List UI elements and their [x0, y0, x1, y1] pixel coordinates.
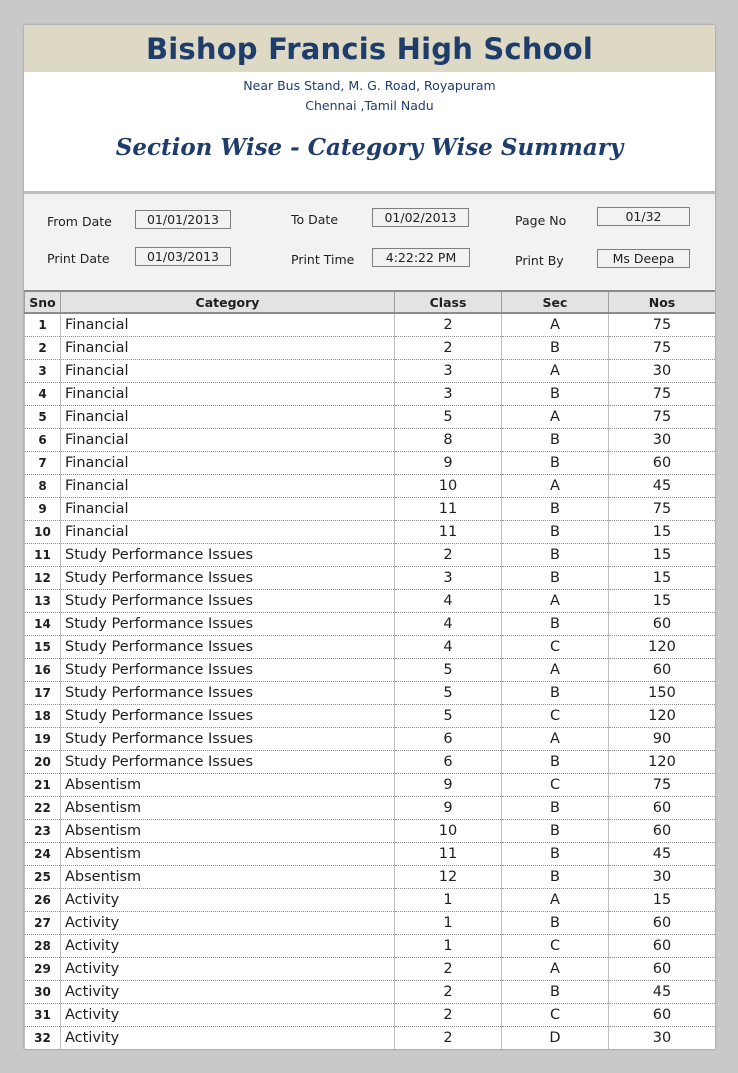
cell-sec: B: [502, 843, 609, 866]
cell-category: Study Performance Issues: [61, 567, 395, 590]
cell-sno: 15: [25, 636, 61, 659]
cell-class: 3: [395, 567, 502, 590]
cell-sno: 30: [25, 981, 61, 1004]
cell-category: Financial: [61, 475, 395, 498]
print-date-label: Print Date: [47, 251, 110, 266]
cell-category: Absentism: [61, 797, 395, 820]
cell-sec: A: [502, 958, 609, 981]
table-row: [25, 981, 716, 1004]
cell-nos: 60: [609, 613, 716, 636]
cell-class: 2: [395, 1027, 502, 1050]
table-row: [25, 797, 716, 820]
table-row: [25, 866, 716, 889]
cell-sec: B: [502, 981, 609, 1004]
cell-sno: 14: [25, 613, 61, 636]
cell-sec: A: [502, 475, 609, 498]
cell-sec: C: [502, 774, 609, 797]
cell-sno: 17: [25, 682, 61, 705]
from-date-label: From Date: [47, 214, 112, 229]
cell-sno: 5: [25, 406, 61, 429]
cell-sno: 1: [25, 313, 61, 337]
cell-class: 11: [395, 498, 502, 521]
header-sec: Sec: [502, 291, 609, 313]
to-date-label: To Date: [291, 212, 339, 227]
cell-nos: 75: [609, 498, 716, 521]
cell-sno: 29: [25, 958, 61, 981]
to-date-field: 01/02/2013: [372, 208, 469, 227]
header-category: Category: [61, 291, 395, 313]
table-row: [25, 1027, 716, 1050]
cell-nos: 75: [609, 406, 716, 429]
cell-sno: 13: [25, 590, 61, 613]
cell-nos: 75: [609, 383, 716, 406]
cell-class: 11: [395, 843, 502, 866]
cell-category: Financial: [61, 383, 395, 406]
cell-class: 10: [395, 820, 502, 843]
cell-class: 1: [395, 889, 502, 912]
table-row: [25, 313, 716, 337]
table-body: [25, 313, 716, 1049]
cell-class: 2: [395, 313, 502, 337]
table-row: [25, 912, 716, 935]
cell-class: 12: [395, 866, 502, 889]
from-date-field: 01/01/2013: [135, 210, 231, 229]
table-row: [25, 429, 716, 452]
cell-category: Activity: [61, 1004, 395, 1027]
cell-sec: B: [502, 866, 609, 889]
cell-class: 2: [395, 981, 502, 1004]
school-address-line1: Near Bus Stand, M. G. Road, Royapuram: [243, 78, 496, 93]
table-row: [25, 636, 716, 659]
cell-class: 2: [395, 544, 502, 567]
table-row: [25, 705, 716, 728]
cell-class: 9: [395, 774, 502, 797]
cell-sec: A: [502, 313, 609, 337]
cell-nos: 15: [609, 567, 716, 590]
cell-category: Activity: [61, 889, 395, 912]
cell-sno: 24: [25, 843, 61, 866]
table-row: [25, 613, 716, 636]
cell-category: Study Performance Issues: [61, 659, 395, 682]
cell-nos: 60: [609, 958, 716, 981]
cell-category: Study Performance Issues: [61, 590, 395, 613]
cell-category: Absentism: [61, 774, 395, 797]
cell-class: 4: [395, 613, 502, 636]
cell-sec: B: [502, 567, 609, 590]
table-row: [25, 498, 716, 521]
cell-category: Financial: [61, 313, 395, 337]
cell-category: Activity: [61, 912, 395, 935]
cell-category: Study Performance Issues: [61, 728, 395, 751]
cell-nos: 75: [609, 313, 716, 337]
cell-sno: 22: [25, 797, 61, 820]
cell-sno: 2: [25, 337, 61, 360]
cell-nos: 45: [609, 981, 716, 1004]
cell-class: 2: [395, 958, 502, 981]
cell-sno: 16: [25, 659, 61, 682]
cell-sno: 18: [25, 705, 61, 728]
page-no-field: 01/32: [597, 207, 690, 226]
print-date-field: 01/03/2013: [135, 247, 231, 266]
cell-sno: 4: [25, 383, 61, 406]
cell-class: 2: [395, 1004, 502, 1027]
table-row: [25, 452, 716, 475]
cell-sec: B: [502, 521, 609, 544]
cell-sno: 27: [25, 912, 61, 935]
cell-nos: 75: [609, 774, 716, 797]
cell-sno: 21: [25, 774, 61, 797]
print-by-field: Ms Deepa: [597, 249, 690, 268]
cell-category: Activity: [61, 1027, 395, 1050]
cell-sno: 9: [25, 498, 61, 521]
cell-nos: 45: [609, 843, 716, 866]
cell-sec: C: [502, 636, 609, 659]
cell-category: Absentism: [61, 866, 395, 889]
cell-sec: A: [502, 659, 609, 682]
cell-nos: 30: [609, 866, 716, 889]
cell-nos: 30: [609, 1027, 716, 1050]
cell-class: 8: [395, 429, 502, 452]
cell-category: Study Performance Issues: [61, 682, 395, 705]
cell-nos: 15: [609, 889, 716, 912]
cell-nos: 60: [609, 935, 716, 958]
header-sno: Sno: [25, 291, 61, 313]
cell-sec: A: [502, 406, 609, 429]
cell-nos: 15: [609, 521, 716, 544]
cell-category: Study Performance Issues: [61, 705, 395, 728]
cell-class: 4: [395, 636, 502, 659]
cell-category: Financial: [61, 337, 395, 360]
cell-sno: 3: [25, 360, 61, 383]
cell-nos: 60: [609, 820, 716, 843]
cell-sno: 10: [25, 521, 61, 544]
cell-sec: A: [502, 728, 609, 751]
cell-sec: C: [502, 935, 609, 958]
cell-category: Financial: [61, 406, 395, 429]
cell-sno: 7: [25, 452, 61, 475]
cell-class: 5: [395, 682, 502, 705]
cell-nos: 30: [609, 360, 716, 383]
cell-category: Absentism: [61, 843, 395, 866]
cell-sno: 12: [25, 567, 61, 590]
cell-sec: B: [502, 498, 609, 521]
cell-class: 3: [395, 383, 502, 406]
cell-class: 6: [395, 728, 502, 751]
cell-sno: 6: [25, 429, 61, 452]
cell-nos: 60: [609, 912, 716, 935]
cell-category: Financial: [61, 429, 395, 452]
header-nos: Nos: [609, 291, 716, 313]
cell-category: Financial: [61, 452, 395, 475]
cell-sec: B: [502, 751, 609, 774]
cell-sec: B: [502, 797, 609, 820]
cell-class: 10: [395, 475, 502, 498]
cell-class: 5: [395, 406, 502, 429]
cell-nos: 15: [609, 590, 716, 613]
cell-category: Activity: [61, 958, 395, 981]
school-name: Bishop Francis High School: [145, 31, 594, 66]
cell-nos: 150: [609, 682, 716, 705]
table-row: [25, 475, 716, 498]
page-no-label: Page No: [515, 213, 567, 228]
cell-sec: B: [502, 544, 609, 567]
cell-class: 1: [395, 912, 502, 935]
cell-nos: 120: [609, 751, 716, 774]
cell-sec: A: [502, 889, 609, 912]
cell-class: 9: [395, 797, 502, 820]
cell-class: 6: [395, 751, 502, 774]
cell-nos: 90: [609, 728, 716, 751]
cell-class: 2: [395, 337, 502, 360]
cell-class: 4: [395, 590, 502, 613]
cell-sno: 11: [25, 544, 61, 567]
cell-sec: D: [502, 1027, 609, 1050]
cell-category: Absentism: [61, 820, 395, 843]
table-row: [25, 751, 716, 774]
cell-sno: 32: [25, 1027, 61, 1050]
table-row: [25, 590, 716, 613]
cell-sec: B: [502, 613, 609, 636]
table-row: [25, 544, 716, 567]
cell-sec: B: [502, 452, 609, 475]
report-meta-panel: [24, 194, 715, 290]
table-row: [25, 682, 716, 705]
cell-nos: 60: [609, 797, 716, 820]
header-class: Class: [395, 291, 502, 313]
summary-table: [24, 290, 715, 1049]
cell-nos: 60: [609, 1004, 716, 1027]
cell-sno: 25: [25, 866, 61, 889]
table-row: [25, 659, 716, 682]
table-row: [25, 337, 716, 360]
cell-nos: 60: [609, 452, 716, 475]
cell-nos: 60: [609, 659, 716, 682]
cell-sec: B: [502, 337, 609, 360]
report-sheet: [24, 25, 715, 1049]
cell-sno: 26: [25, 889, 61, 912]
cell-sec: B: [502, 682, 609, 705]
school-address-line2: Chennai ,Tamil Nadu: [305, 98, 434, 113]
table-row: [25, 521, 716, 544]
cell-category: Activity: [61, 935, 395, 958]
print-time-label: Print Time: [291, 252, 355, 267]
cell-sec: A: [502, 590, 609, 613]
cell-class: 5: [395, 659, 502, 682]
cell-sno: 28: [25, 935, 61, 958]
school-header-band: [24, 25, 715, 72]
cell-class: 11: [395, 521, 502, 544]
cell-sec: B: [502, 820, 609, 843]
table-row: [25, 383, 716, 406]
table-row: [25, 843, 716, 866]
cell-sno: 20: [25, 751, 61, 774]
report-title: Section Wise - Category Wise Summary: [115, 134, 624, 161]
cell-category: Activity: [61, 981, 395, 1004]
table-row: [25, 889, 716, 912]
cell-nos: 15: [609, 544, 716, 567]
cell-sno: 23: [25, 820, 61, 843]
cell-class: 3: [395, 360, 502, 383]
table-row: [25, 774, 716, 797]
table-row: [25, 1004, 716, 1027]
cell-category: Study Performance Issues: [61, 613, 395, 636]
print-time-field: 4:22:22 PM: [372, 248, 470, 267]
table-row: [25, 567, 716, 590]
table-row: [25, 406, 716, 429]
cell-sec: B: [502, 912, 609, 935]
table-header-row: [25, 291, 716, 313]
table-row: [25, 935, 716, 958]
cell-nos: 120: [609, 705, 716, 728]
cell-category: Study Performance Issues: [61, 544, 395, 567]
table-row: [25, 820, 716, 843]
table-row: [25, 958, 716, 981]
cell-class: 5: [395, 705, 502, 728]
cell-class: 1: [395, 935, 502, 958]
cell-nos: 45: [609, 475, 716, 498]
cell-category: Financial: [61, 360, 395, 383]
cell-sno: 31: [25, 1004, 61, 1027]
cell-sno: 8: [25, 475, 61, 498]
cell-nos: 30: [609, 429, 716, 452]
cell-nos: 75: [609, 337, 716, 360]
cell-class: 9: [395, 452, 502, 475]
cell-sec: C: [502, 705, 609, 728]
cell-sec: B: [502, 383, 609, 406]
cell-sec: B: [502, 429, 609, 452]
cell-category: Study Performance Issues: [61, 636, 395, 659]
cell-category: Financial: [61, 498, 395, 521]
cell-category: Financial: [61, 521, 395, 544]
cell-nos: 120: [609, 636, 716, 659]
cell-category: Study Performance Issues: [61, 751, 395, 774]
print-by-label: Print By: [515, 253, 564, 268]
table-row: [25, 728, 716, 751]
cell-sno: 19: [25, 728, 61, 751]
table-row: [25, 360, 716, 383]
cell-sec: A: [502, 360, 609, 383]
cell-sec: C: [502, 1004, 609, 1027]
